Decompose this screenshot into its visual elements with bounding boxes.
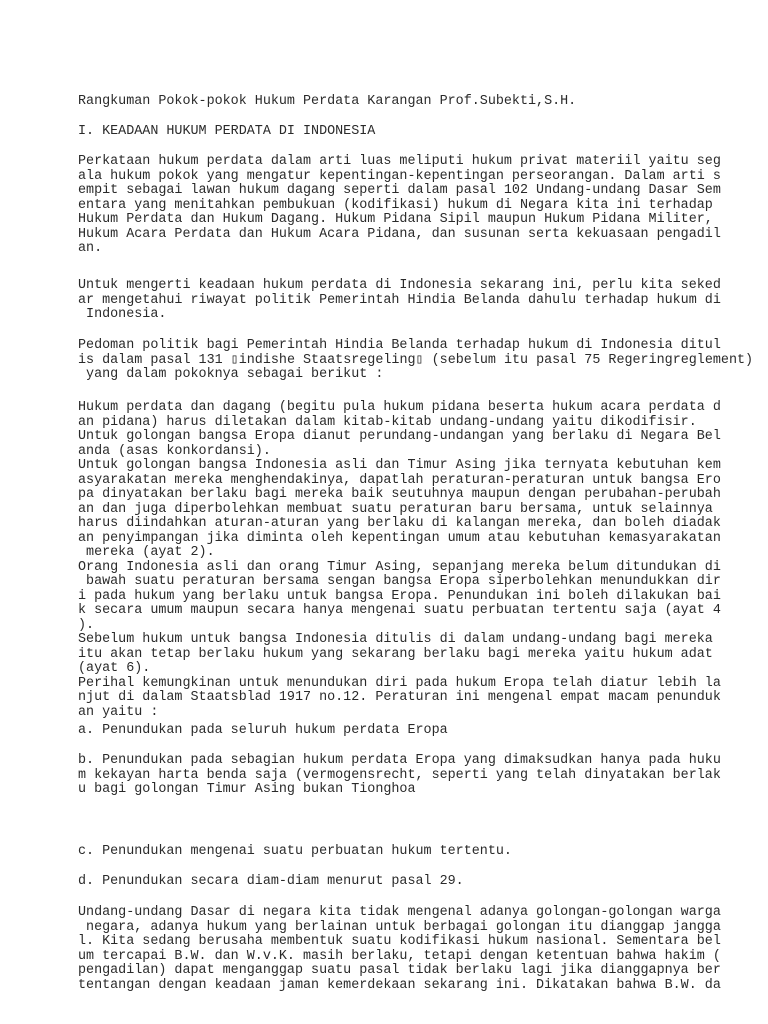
text-line: yang dalam pokoknya sebagai berikut :	[78, 367, 384, 382]
text-line: Indonesia.	[78, 307, 167, 322]
paragraph-4	[78, 401, 758, 720]
text-line: Sebelum hukum untuk bangsa Indonesia ditulis di dalam undang-undang bagi mereka	[78, 632, 713, 647]
text-line: pengadilan) dapat menganggap suatu pasal tidak berlaku lagi jika dianggapnya ber	[78, 963, 721, 978]
section-title	[78, 125, 758, 140]
text-line: ala hukum pokok yang mengatur kepentingan-kepentingan perseorangan. Dalam arti s	[78, 168, 721, 184]
text-line: b. Penundukan pada sebagian hukum perdata Eropa yang dimaksudkan hanya pada huku	[78, 753, 721, 768]
text-line: tentangan dengan keadaan jaman kemerdekaan sekarang ini. Dikatakan bahwa B.W. da	[78, 977, 721, 993]
text-line: a. Penundukan pada seluruh hukum perdata Eropa	[78, 723, 448, 738]
paragraph-2	[78, 279, 758, 323]
text-line: u bagi golongan Timur Asing bukan Tionghoa	[78, 782, 416, 797]
text-line: harus diindahkan aturan-aturan yang berlaku di kalangan mereka, dan boleh diadak	[78, 516, 721, 531]
text-line: Orang Indonesia asli dan orang Timur Asing, sepanjang mereka belum ditundukan di	[78, 559, 721, 575]
text-line: pa dinyatakan berlaku bagi mereka baik seutuhnya maupun dengan perubahan-perubah	[78, 487, 721, 502]
document-header	[78, 95, 758, 110]
list-item-a	[78, 724, 758, 739]
paragraph-3	[78, 339, 758, 383]
list-item-d	[78, 875, 758, 890]
text-line: asyarakatan mereka menghendakinya, dapatlah peraturan-peraturan untuk bangsa Ero	[78, 472, 721, 488]
text-line: ).	[78, 617, 95, 633]
text-line: an pidana) harus diletakan dalam kitab-kitab undang-undang yaitu dikodifisir.	[78, 414, 697, 430]
text-line: m kekayan harta benda saja (vermogensrecht, seperti yang telah dinyatakan berlak	[78, 767, 721, 783]
list-item-b	[78, 754, 758, 798]
text-line: d. Penundukan secara diam-diam menurut pasal 29.	[78, 874, 464, 889]
text-line: Untuk golongan bangsa Eropa dianut perundang-undangan yang berlaku di Negara Bel	[78, 429, 721, 444]
text-line: i pada hukum yang berlaku untuk bangsa Eropa. Penundukan ini boleh dilakukan bai	[78, 588, 721, 604]
text-line: an yaitu :	[78, 704, 159, 720]
text-line: Undang-undang Dasar di negara kita tidak mengenal adanya golongan-golongan warga	[78, 905, 721, 920]
text-line: Untuk mengerti keadaan hukum perdata di Indonesia sekarang ini, perlu kita seked	[78, 278, 721, 293]
text-line: negara, adanya hukum yang berlainan untuk berbagai golongan itu dianggap jangga	[78, 919, 721, 935]
list-item-c	[78, 845, 758, 860]
text-line: anda (asas konkordansi).	[78, 443, 271, 459]
text-line: empit sebagai lawan hukum dagang seperti dalam pasal 102 Undang-undang Dasar Sem	[78, 183, 721, 198]
text-line: um tercapai B.W. dan W.v.K. masih berlaku, tetapi dengan ketentuan bahwa hakim (	[78, 948, 721, 964]
section-title-line: I. KEADAAN HUKUM PERDATA DI INDONESIA	[78, 124, 376, 139]
text-line: mereka (ayat 2).	[78, 545, 215, 560]
text-line: njut di dalam Staatsblad 1917 no.12. Peraturan ini mengenal empat macam penunduk	[78, 690, 721, 705]
text-line: (ayat 6).	[78, 661, 151, 676]
text-line: an.	[78, 241, 103, 256]
header-line: Rangkuman Pokok-pokok Hukum Perdata Karangan Prof.Subekti,S.H.	[78, 94, 577, 109]
text-line: Hukum Perdata dan Hukum Dagang. Hukum Pidana Sipil maupun Hukum Pidana Militer,	[78, 212, 713, 227]
text-line: Hukum perdata dan dagang (begitu pula hukum pidana beserta hukum acara perdata d	[78, 400, 721, 415]
text-line: itu akan tetap berlaku hukum yang sekarang berlaku bagi mereka yaitu hukum adat	[78, 646, 713, 662]
text-line: an dan juga diperbolehkan membuat suatu peraturan baru bersama, untuk selainnya	[78, 501, 713, 517]
text-line: k secara umum maupun secara hanya mengenai suatu perbuatan tertentu saja (ayat 4	[78, 603, 721, 618]
paragraph-5	[78, 906, 758, 993]
text-line: Untuk golongan bangsa Indonesia asli dan Timur Asing jika ternyata kebutuhan kem	[78, 458, 721, 473]
text-line: Hukum Acara Perdata dan Hukum Acara Pidana, dan susunan serta kekuasaan pengadil	[78, 226, 721, 242]
text-line: c. Penundukan mengenai suatu perbuatan hukum tertentu.	[78, 844, 512, 859]
text-line: bawah suatu peraturan bersama sengan bangsa Eropa siperbolehkan menundukkan dir	[78, 574, 721, 589]
text-line: Pedoman politik bagi Pemerintah Hindia Belanda terhadap hukum di Indonesia ditul	[78, 338, 721, 353]
text-line: entara yang menitahkan pembukuan (kodifikasi) hukum di Negara kita ini terhadap	[78, 197, 713, 213]
text-line: Perkataan hukum perdata dalam arti luas meliputi hukum privat materiil yaitu seg	[78, 154, 721, 169]
text-line: l. Kita sedang berusaha membentuk suatu kodifikasi hukum nasional. Sementara bel	[78, 934, 721, 949]
text-line: Perihal kemungkinan untuk menundukan diri pada hukum Eropa telah diatur lebih la	[78, 675, 721, 691]
paragraph-1	[78, 155, 758, 257]
text-line: is dalam pasal 131 ▯indishe Staatsregeling▯ (sebelum itu pasal 75 Regeringreglement)	[78, 352, 754, 368]
text-line: ar mengetahui riwayat politik Pemerintah Hindia Belanda dahulu terhadap hukum di	[78, 292, 721, 308]
text-line: an penyimpangan jika diminta oleh kepentingan umum atau kebutuhan kemasyarakatan	[78, 530, 721, 546]
